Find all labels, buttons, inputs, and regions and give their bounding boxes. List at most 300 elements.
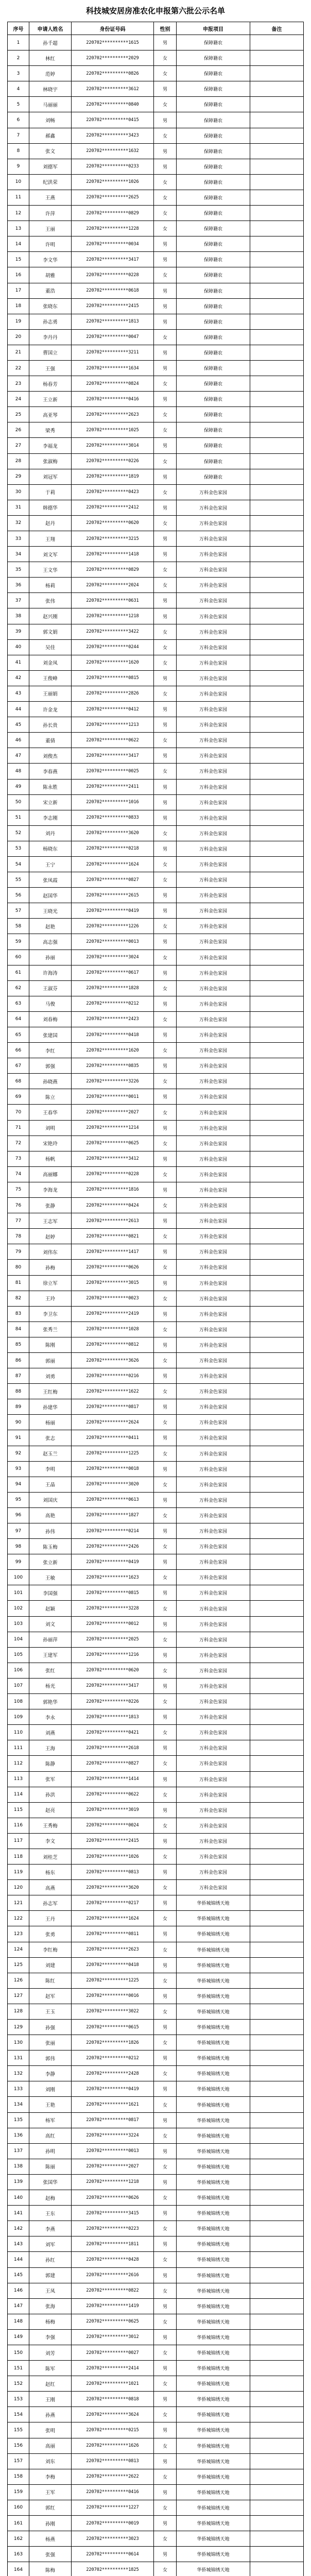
- table-row: [8, 1321, 304, 1337]
- remarks: [250, 2081, 304, 2097]
- project: 万科金色家园: [177, 1632, 250, 1647]
- applicant-name: 高艳: [29, 1507, 72, 1523]
- table-row: [8, 1973, 304, 1988]
- remarks: [250, 2361, 304, 2376]
- project: 华侨城锦绣天地: [177, 2159, 250, 2174]
- row-index: 154: [8, 2407, 29, 2422]
- id-number: 220702**********3412: [72, 1151, 154, 1166]
- table-row: [8, 1477, 304, 1492]
- project: 万科金色家园: [177, 1244, 250, 1260]
- project: 万科金色家园: [177, 1384, 250, 1399]
- project: 万科金色家园: [177, 1477, 250, 1492]
- applicant-name: 杨光: [29, 1678, 72, 1693]
- gender: 女: [154, 1384, 177, 1399]
- row-index: 132: [8, 2066, 29, 2081]
- table-row: [8, 2066, 304, 2081]
- row-index: 34: [8, 547, 29, 562]
- project: 万科金色家园: [177, 1802, 250, 1818]
- project: 万科金色家园: [177, 934, 250, 950]
- row-index: 28: [8, 453, 29, 469]
- id-number: 220702**********0617: [72, 965, 154, 980]
- gender: 女: [154, 1477, 177, 1492]
- id-number: 220702**********3626: [72, 1352, 154, 1368]
- applicant-name: 刘刚: [29, 2081, 72, 2097]
- applicant-name: 梁秀: [29, 422, 72, 438]
- table-row: [8, 2500, 304, 2515]
- project: 万科金色家园: [177, 1027, 250, 1043]
- applicant-name: 刘畅: [29, 112, 72, 128]
- header-remarks: 备注: [250, 22, 304, 35]
- id-number: 220702**********0215: [72, 2422, 154, 2438]
- applicant-name: 张国华: [29, 2174, 72, 2190]
- row-index: 98: [8, 1539, 29, 1554]
- project: 万科金色家园: [177, 764, 250, 779]
- remarks: [250, 934, 304, 950]
- remarks: [250, 1787, 304, 1802]
- id-number: 220702**********3612: [72, 81, 154, 97]
- project: 万科金色家园: [177, 1074, 250, 1089]
- row-index: 95: [8, 1492, 29, 1507]
- gender: 女: [154, 1260, 177, 1275]
- gender: 女: [154, 1321, 177, 1337]
- project: 万科金色家园: [177, 841, 250, 856]
- row-index: 90: [8, 1415, 29, 1430]
- remarks: [250, 764, 304, 779]
- id-number: 220702**********3023: [72, 2531, 154, 2547]
- remarks: [250, 236, 304, 252]
- applicant-name: 张晓东: [29, 298, 72, 314]
- gender: 女: [154, 2531, 177, 2547]
- applicant-name: 王敏: [29, 1570, 72, 1585]
- project: 万科金色家园: [177, 608, 250, 624]
- project: 万科金色家园: [177, 1136, 250, 1151]
- id-number: 220702**********1025: [72, 422, 154, 438]
- gender: 女: [154, 950, 177, 965]
- gender: 女: [154, 2314, 177, 2329]
- applicant-name: 刘德军: [29, 159, 72, 174]
- remarks: [250, 143, 304, 159]
- remarks: [250, 748, 304, 764]
- gender: 女: [154, 97, 177, 112]
- remarks: [250, 1182, 304, 1197]
- gender: 男: [154, 1740, 177, 1756]
- row-index: 114: [8, 1787, 29, 1802]
- table-row: [8, 748, 304, 764]
- id-number: 220702**********2027: [72, 2159, 154, 2174]
- gender: 女: [154, 686, 177, 701]
- row-index: 139: [8, 2174, 29, 2190]
- header-gender: 性别: [154, 22, 177, 35]
- project: 万科金色家园: [177, 717, 250, 733]
- id-number: 220702**********1624: [72, 1911, 154, 1926]
- id-number: 220702**********2616: [72, 2267, 154, 2283]
- project: 华侨城锦绣天地: [177, 2206, 250, 2221]
- id-number: 220702**********0034: [72, 236, 154, 252]
- project: 万科金色家园: [177, 1151, 250, 1166]
- table-row: [8, 206, 304, 221]
- applicant-name: 王丽娟: [29, 686, 72, 701]
- id-number: 220702**********2423: [72, 1011, 154, 1027]
- remarks: [250, 66, 304, 81]
- row-index: 12: [8, 206, 29, 221]
- applicant-name: 孙千超: [29, 35, 72, 50]
- gender: 女: [154, 1136, 177, 1151]
- applicant-name: 张秀兰: [29, 1321, 72, 1337]
- row-index: 62: [8, 980, 29, 996]
- row-index: 129: [8, 2020, 29, 2035]
- id-number: 220702**********0829: [72, 562, 154, 578]
- applicant-name: 杨梅: [29, 2314, 72, 2329]
- applicant-name: 刘文: [29, 1616, 72, 1632]
- table-row: [8, 980, 304, 996]
- id-number: 220702**********0817: [72, 2112, 154, 2128]
- table-row: [8, 2329, 304, 2345]
- applicant-name: 孙建华: [29, 1399, 72, 1415]
- remarks: [250, 686, 304, 701]
- project: 华侨城锦绣天地: [177, 2516, 250, 2531]
- remarks: [250, 221, 304, 236]
- gender: 男: [154, 903, 177, 919]
- row-index: 22: [8, 360, 29, 376]
- applicant-name: 郭伟: [29, 2050, 72, 2066]
- remarks: [250, 1632, 304, 1647]
- table-row: [8, 2206, 304, 2221]
- project: 华侨城锦绣天地: [177, 2422, 250, 2438]
- project: 华侨城锦绣天地: [177, 2329, 250, 2345]
- applicant-name: 郭红: [29, 2500, 72, 2515]
- row-index: 127: [8, 1988, 29, 2004]
- table-row: [8, 112, 304, 128]
- project: 华侨城锦绣天地: [177, 2050, 250, 2066]
- project: 万科金色家园: [177, 1275, 250, 1291]
- applicant-name: 马俊: [29, 996, 72, 1011]
- project: 万科金色家园: [177, 1585, 250, 1601]
- remarks: [250, 1229, 304, 1244]
- gender: 男: [154, 345, 177, 360]
- id-number: 220702**********0011: [72, 1089, 154, 1105]
- project: 华侨城锦绣天地: [177, 1957, 250, 1973]
- row-index: 6: [8, 112, 29, 128]
- applicant-name: 杨春芳: [29, 376, 72, 392]
- row-index: 18: [8, 298, 29, 314]
- row-index: 89: [8, 1399, 29, 1415]
- project: 万科金色家园: [177, 1818, 250, 1833]
- remarks: [250, 1089, 304, 1105]
- row-index: 74: [8, 1166, 29, 1182]
- table-row: [8, 1849, 304, 1864]
- id-number: 220702**********0419: [72, 2081, 154, 2097]
- applicant-name: 于莉: [29, 484, 72, 500]
- id-number: 220702**********1622: [72, 1384, 154, 1399]
- id-number: 220702**********0424: [72, 1198, 154, 1213]
- table-row: [8, 345, 304, 360]
- project: 保障籍农: [177, 407, 250, 422]
- table-row: [8, 547, 304, 562]
- applicant-name: 刘军: [29, 2236, 72, 2252]
- gender: 男: [154, 1523, 177, 1539]
- remarks: [250, 825, 304, 841]
- table-header: [8, 22, 304, 35]
- table-row: [8, 2035, 304, 2050]
- applicant-name: 王秀梅: [29, 1818, 72, 1833]
- project: 华侨城锦绣天地: [177, 2392, 250, 2407]
- header-name: 申请人姓名: [29, 22, 72, 35]
- applicant-name: 李国强: [29, 1585, 72, 1601]
- gender: 女: [154, 1942, 177, 1957]
- project: 保障籍农: [177, 283, 250, 298]
- row-index: 126: [8, 1973, 29, 1988]
- applicant-name: 张勇: [29, 1926, 72, 1942]
- table-row: [8, 1942, 304, 1957]
- gender: 女: [154, 624, 177, 639]
- id-number: 220702**********2419: [72, 1306, 154, 1321]
- id-number: 220702**********0614: [72, 2547, 154, 2562]
- table-row: [8, 298, 304, 314]
- applicant-name: 范婷: [29, 66, 72, 81]
- remarks: [250, 112, 304, 128]
- table-row: [8, 1756, 304, 1771]
- id-number: 220702**********1626: [72, 2438, 154, 2453]
- row-index: 131: [8, 2050, 29, 2066]
- project: 华侨城锦绣天地: [177, 1895, 250, 1911]
- id-number: 220702**********0827: [72, 1756, 154, 1771]
- id-number: 220702**********0811: [72, 1926, 154, 1942]
- row-index: 71: [8, 1120, 29, 1136]
- id-number: 220702**********0023: [72, 1291, 154, 1306]
- remarks: [250, 1771, 304, 1787]
- remarks: [250, 639, 304, 655]
- remarks: [250, 1957, 304, 1973]
- project: 万科金色家园: [177, 1771, 250, 1787]
- id-number: 220702**********3228: [72, 1601, 154, 1616]
- remarks: [250, 1694, 304, 1709]
- table-row: [8, 1415, 304, 1430]
- row-index: 56: [8, 888, 29, 903]
- gender: 女: [154, 1818, 177, 1833]
- applicant-name: 刘明: [29, 1120, 72, 1136]
- remarks: [250, 794, 304, 810]
- remarks: [250, 1136, 304, 1151]
- id-number: 220702**********1225: [72, 1973, 154, 1988]
- row-index: 97: [8, 1523, 29, 1539]
- id-number: 220702**********0027: [72, 2345, 154, 2360]
- row-index: 51: [8, 810, 29, 825]
- project: 万科金色家园: [177, 1011, 250, 1027]
- remarks: [250, 1709, 304, 1725]
- remarks: [250, 1740, 304, 1756]
- remarks: [250, 2516, 304, 2531]
- table-row: [8, 2050, 304, 2066]
- gender: 男: [154, 2422, 177, 2438]
- project: 万科金色家园: [177, 872, 250, 888]
- id-number: 220702**********1216: [72, 1647, 154, 1663]
- applicant-name: 王凤: [29, 2283, 72, 2298]
- row-index: 61: [8, 965, 29, 980]
- project: 万科金色家园: [177, 702, 250, 717]
- row-index: 13: [8, 221, 29, 236]
- table-row: [8, 1291, 304, 1306]
- id-number: 220702**********0813: [72, 2453, 154, 2469]
- id-number: 220702**********2426: [72, 1539, 154, 1554]
- gender: 男: [154, 500, 177, 515]
- project: 万科金色家园: [177, 1043, 250, 1058]
- project: 万科金色家园: [177, 1539, 250, 1554]
- row-index: 52: [8, 825, 29, 841]
- gender: 男: [154, 1678, 177, 1693]
- applicant-name: 刘文军: [29, 547, 72, 562]
- row-index: 153: [8, 2392, 29, 2407]
- row-index: 156: [8, 2438, 29, 2453]
- remarks: [250, 1911, 304, 1926]
- gender: 女: [154, 376, 177, 392]
- gender: 女: [154, 174, 177, 190]
- applicant-name: 杨燕: [29, 2531, 72, 2547]
- table-row: [8, 1926, 304, 1942]
- id-number: 220702**********3019: [72, 1802, 154, 1818]
- row-index: 75: [8, 1182, 29, 1197]
- gender: 男: [154, 2453, 177, 2469]
- remarks: [250, 422, 304, 438]
- row-index: 14: [8, 236, 29, 252]
- remarks: [250, 2112, 304, 2128]
- id-number: 220702**********3417: [72, 1678, 154, 1693]
- applicant-name: 孙伟: [29, 1523, 72, 1539]
- id-number: 220702**********1813: [72, 1709, 154, 1725]
- id-number: 220702**********1028: [72, 1321, 154, 1337]
- remarks: [250, 1802, 304, 1818]
- table-row: [8, 670, 304, 686]
- id-number: 220702**********0631: [72, 593, 154, 608]
- id-number: 220702**********2623: [72, 1942, 154, 1957]
- project: 万科金色家园: [177, 825, 250, 841]
- table-row: [8, 1105, 304, 1120]
- row-index: 26: [8, 422, 29, 438]
- gender: 男: [154, 1182, 177, 1197]
- table-row: [8, 438, 304, 453]
- id-number: 220702**********0415: [72, 112, 154, 128]
- row-index: 155: [8, 2422, 29, 2438]
- id-number: 220702**********3620: [72, 825, 154, 841]
- project: 保障籍农: [177, 252, 250, 267]
- remarks: [250, 1539, 304, 1554]
- project: 万科金色家园: [177, 980, 250, 996]
- row-index: 64: [8, 1011, 29, 1027]
- gender: 男: [154, 2267, 177, 2283]
- project: 华侨城锦绣天地: [177, 1926, 250, 1942]
- applicant-name: 赵颖: [29, 1601, 72, 1616]
- gender: 女: [154, 1507, 177, 1523]
- remarks: [250, 283, 304, 298]
- project: 华侨城锦绣天地: [177, 1973, 250, 1988]
- applicant-name: 许金龙: [29, 702, 72, 717]
- remarks: [250, 1973, 304, 1988]
- applicant-name: 孙洪: [29, 1787, 72, 1802]
- remarks: [250, 1074, 304, 1089]
- table-row: [8, 903, 304, 919]
- id-number: 220702**********3012: [72, 2329, 154, 2345]
- applicant-name: 赵红: [29, 2376, 72, 2392]
- gender: 女: [154, 2469, 177, 2484]
- row-index: 1: [8, 35, 29, 50]
- applicant-name: 孙燕: [29, 2407, 72, 2422]
- row-index: 50: [8, 794, 29, 810]
- row-index: 128: [8, 2004, 29, 2019]
- table-row: [8, 1260, 304, 1275]
- project: 华侨城锦绣天地: [177, 2314, 250, 2329]
- gender: 男: [154, 1771, 177, 1787]
- table-row: [8, 1244, 304, 1260]
- id-number: 220702**********2025: [72, 1632, 154, 1647]
- project: 万科金色家园: [177, 1399, 250, 1415]
- applicant-name: 王海: [29, 1740, 72, 1756]
- gender: 女: [154, 1632, 177, 1647]
- applicant-name: 郭艳华: [29, 1694, 72, 1709]
- gender: 男: [154, 2020, 177, 2035]
- gender: 女: [154, 2562, 177, 2576]
- gender: 女: [154, 2500, 177, 2515]
- remarks: [250, 1430, 304, 1446]
- project: 华侨城锦绣天地: [177, 2004, 250, 2019]
- gender: 女: [154, 329, 177, 345]
- table-row: [8, 639, 304, 655]
- gender: 男: [154, 2329, 177, 2345]
- gender: 女: [154, 453, 177, 469]
- remarks: [250, 329, 304, 345]
- gender: 男: [154, 934, 177, 950]
- id-number: 220702**********1213: [72, 717, 154, 733]
- project: 万科金色家园: [177, 1740, 250, 1756]
- id-number: 220702**********0840: [72, 97, 154, 112]
- project: 华侨城锦绣天地: [177, 2283, 250, 2298]
- table-row: [8, 1678, 304, 1693]
- table-row: [8, 2392, 304, 2407]
- applicant-name: 李丹丹: [29, 329, 72, 345]
- table-row: [8, 934, 304, 950]
- project: 保障籍农: [177, 392, 250, 407]
- gender: 女: [154, 2066, 177, 2081]
- applicant-name: 李红: [29, 1043, 72, 1058]
- gender: 女: [154, 1601, 177, 1616]
- applicant-name: 王军: [29, 2484, 72, 2500]
- id-number: 220702**********1632: [72, 143, 154, 159]
- project: 万科金色家园: [177, 1120, 250, 1136]
- gender: 女: [154, 2097, 177, 2112]
- id-number: 220702**********0216: [72, 1368, 154, 1384]
- table-row: [8, 624, 304, 639]
- row-index: 121: [8, 1895, 29, 1911]
- gender: 女: [154, 562, 177, 578]
- project: 万科金色家园: [177, 500, 250, 515]
- remarks: [250, 1027, 304, 1043]
- project: 万科金色家园: [177, 856, 250, 872]
- gender: 女: [154, 1787, 177, 1802]
- gender: 女: [154, 919, 177, 934]
- id-number: 220702**********1414: [72, 1771, 154, 1787]
- gender: 女: [154, 1663, 177, 1678]
- gender: 女: [154, 515, 177, 531]
- row-index: 58: [8, 919, 29, 934]
- row-index: 79: [8, 1244, 29, 1260]
- project: 华侨城锦绣天地: [177, 2267, 250, 2283]
- project: 万科金色家园: [177, 1616, 250, 1632]
- applicant-name: 赵玉兰: [29, 1446, 72, 1461]
- project: 万科金色家园: [177, 1198, 250, 1213]
- gender: 女: [154, 407, 177, 422]
- remarks: [250, 1306, 304, 1321]
- table-row: [8, 1011, 304, 1027]
- row-index: 119: [8, 1865, 29, 1880]
- table-row: [8, 1539, 304, 1554]
